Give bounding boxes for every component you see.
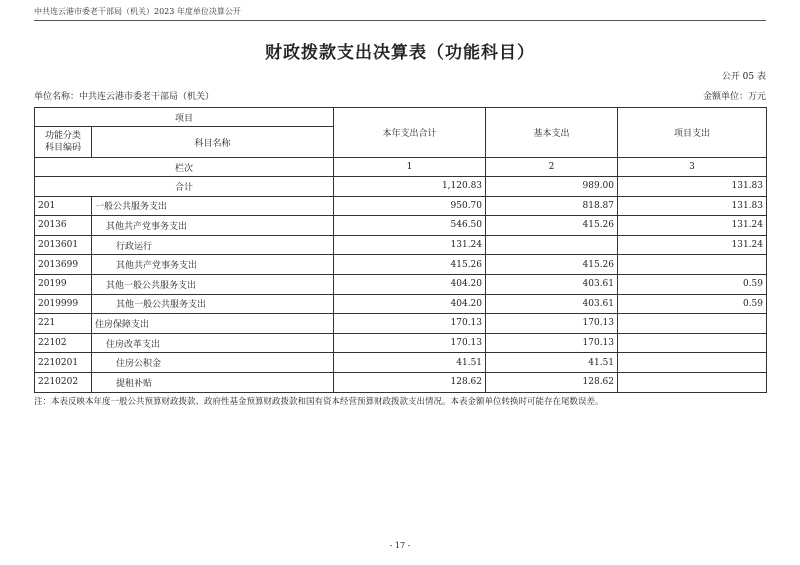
header-item: 项目: [35, 108, 334, 127]
page-title: 财政拨款支出决算表（功能科目）: [265, 43, 535, 63]
table-row: [35, 372, 767, 392]
row-project: [618, 255, 767, 275]
unit-name: 单位名称：中共连云港市委老干部局（机关）: [34, 92, 215, 102]
sum-label: 合计: [35, 177, 334, 197]
header-code: 功能分类 科目编码: [35, 127, 92, 158]
row-code: 2013699: [35, 255, 92, 275]
table-row: [35, 274, 767, 294]
row-code: 2210201: [35, 353, 92, 373]
row-basic: 818.87: [486, 196, 618, 216]
row-project: 131.24: [618, 235, 767, 255]
row-code: 22102: [35, 333, 92, 353]
row-project: 131.83: [618, 196, 767, 216]
row-name: 其他一般公共服务支出: [92, 274, 334, 294]
row-total: 546.50: [334, 216, 486, 236]
form-number: 公开 05 表: [721, 72, 766, 82]
table-row: [35, 196, 767, 216]
row-basic: 403.61: [486, 294, 618, 314]
header-basic: 基本支出: [486, 108, 618, 158]
table-row: [35, 294, 767, 314]
col-number-2: 2: [486, 158, 618, 177]
sum-row: [35, 177, 767, 197]
sum-total: 1,120.83: [334, 177, 486, 197]
document-header: 中共连云港市委老干部局（机关）2023 年度单位决算公开: [34, 7, 241, 16]
row-name: 住房公积金: [92, 353, 334, 373]
row-name: 其他共产党事务支出: [92, 216, 334, 236]
header-project: 项目支出: [618, 108, 767, 158]
row-project: 131.24: [618, 216, 767, 236]
row-total: 415.26: [334, 255, 486, 275]
row-code: 2210202: [35, 372, 92, 392]
row-name: 其他一般公共服务支出: [92, 294, 334, 314]
row-basic: 415.26: [486, 255, 618, 275]
table-row: [35, 216, 767, 236]
sum-project: 131.83: [618, 177, 767, 197]
table-row: [35, 314, 767, 334]
row-name: 行政运行: [92, 235, 334, 255]
row-name: 住房保障支出: [92, 314, 334, 334]
row-basic: [486, 235, 618, 255]
row-project: [618, 333, 767, 353]
table-row: [35, 353, 767, 373]
row-basic: 403.61: [486, 274, 618, 294]
row-basic: 170.13: [486, 314, 618, 334]
row-code: 20199: [35, 274, 92, 294]
row-total: 404.20: [334, 274, 486, 294]
row-name: 一般公共服务支出: [92, 196, 334, 216]
row-basic: 128.62: [486, 372, 618, 392]
expenditure-table: [34, 107, 767, 393]
row-total: 41.51: [334, 353, 486, 373]
row-project: 0.59: [618, 274, 767, 294]
row-basic: 415.26: [486, 216, 618, 236]
table-row: [35, 255, 767, 275]
row-total: 950.70: [334, 196, 486, 216]
col-number-3: 3: [618, 158, 767, 177]
page-number: - 17 -: [389, 541, 411, 550]
row-code: 201: [35, 196, 92, 216]
row-code: 221: [35, 314, 92, 334]
table-note: 注：本表反映本年度一般公共预算财政拨款、政府性基金预算财政拨款和国有资本经营预算财政拨款支出情况。本表金额单位转换时可能存在尾数误差。: [34, 397, 604, 407]
row-total: 170.13: [334, 314, 486, 334]
row-total: 404.20: [334, 294, 486, 314]
col-number-1: 1: [334, 158, 486, 177]
row-name: 提租补贴: [92, 372, 334, 392]
table-row: [35, 235, 767, 255]
row-total: 170.13: [334, 333, 486, 353]
header-total: 本年支出合计: [334, 108, 486, 158]
row-code: 20136: [35, 216, 92, 236]
table-row: [35, 333, 767, 353]
row-project: [618, 372, 767, 392]
row-code: 2019999: [35, 294, 92, 314]
sum-basic: 989.00: [486, 177, 618, 197]
row-basic: 41.51: [486, 353, 618, 373]
amount-unit: 金额单位：万元: [702, 92, 766, 102]
header-name: 科目名称: [92, 127, 334, 158]
unit-info-row: [34, 89, 766, 102]
header-lanci: 栏次: [35, 158, 334, 177]
header-rule: [34, 20, 766, 21]
row-basic: 170.13: [486, 333, 618, 353]
row-total: 128.62: [334, 372, 486, 392]
row-code: 2013601: [35, 235, 92, 255]
row-total: 131.24: [334, 235, 486, 255]
row-name: 其他共产党事务支出: [92, 255, 334, 275]
row-name: 住房改革支出: [92, 333, 334, 353]
row-project: [618, 353, 767, 373]
row-project: [618, 314, 767, 334]
row-project: 0.59: [618, 294, 767, 314]
